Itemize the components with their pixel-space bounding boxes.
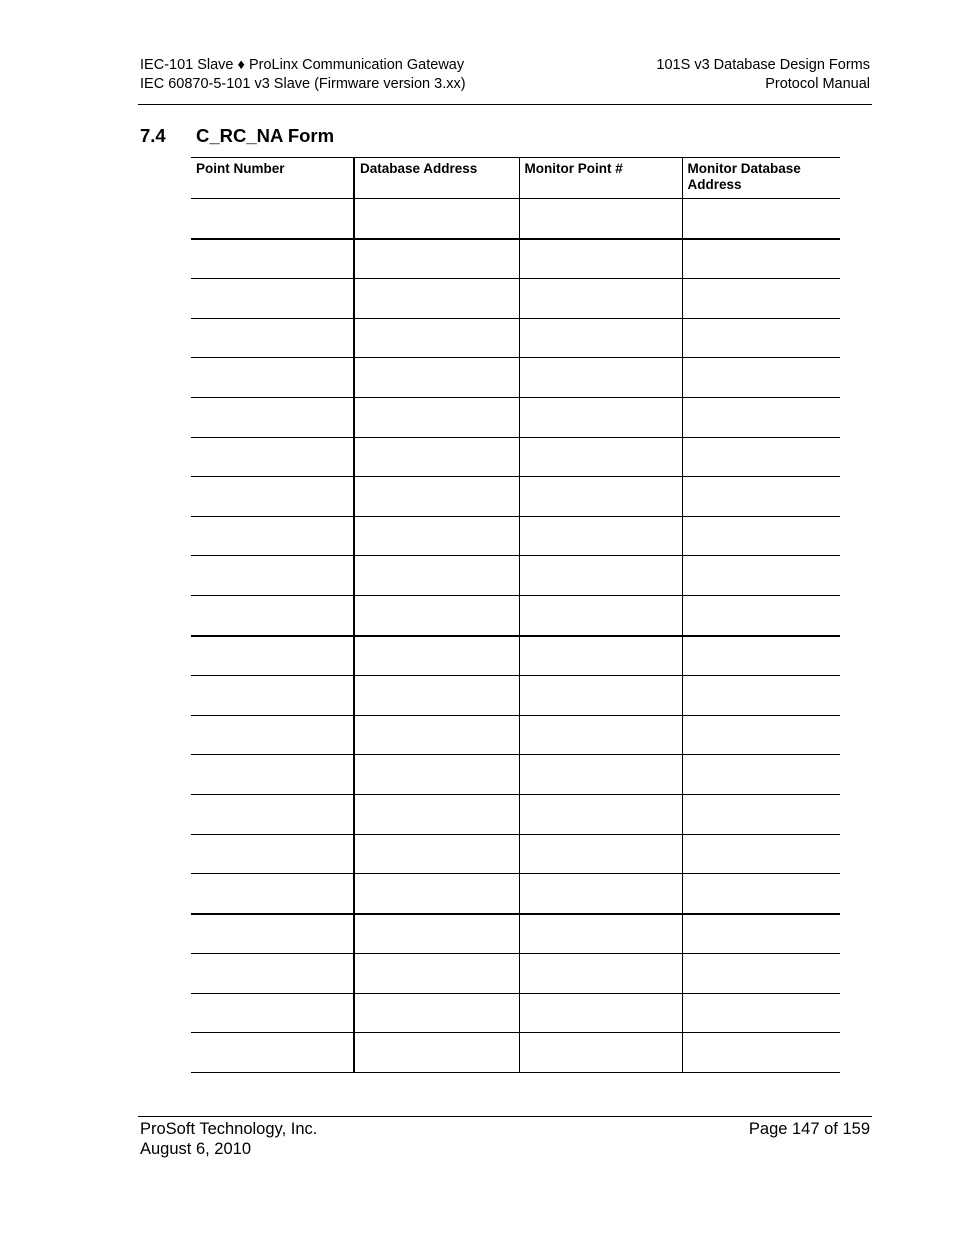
monitor-point-cell <box>519 397 682 437</box>
monitor-database-address-cell <box>682 318 840 358</box>
database-address-cell <box>354 199 519 239</box>
monitor-database-address-cell <box>682 477 840 517</box>
monitor-database-address-cell <box>682 794 840 834</box>
monitor-database-address-cell <box>682 595 840 635</box>
table-row <box>191 993 840 1033</box>
footer-company: ProSoft Technology, Inc. <box>140 1120 318 1138</box>
column-header-database-address: Database Address <box>354 158 519 199</box>
table-row <box>191 954 840 994</box>
point-number-cell <box>191 1033 354 1073</box>
point-number-cell <box>191 556 354 596</box>
monitor-point-cell <box>519 834 682 874</box>
monitor-database-address-cell <box>682 914 840 954</box>
point-number-cell <box>191 834 354 874</box>
monitor-database-address-cell <box>682 834 840 874</box>
table-row <box>191 715 840 755</box>
database-address-cell <box>354 874 519 914</box>
database-address-cell <box>354 676 519 716</box>
monitor-database-address-cell <box>682 715 840 755</box>
monitor-database-address-cell <box>682 239 840 279</box>
point-number-cell <box>191 954 354 994</box>
point-number-cell <box>191 636 354 676</box>
monitor-point-cell <box>519 794 682 834</box>
monitor-point-cell <box>519 676 682 716</box>
point-number-cell <box>191 874 354 914</box>
monitor-point-cell <box>519 516 682 556</box>
table-row <box>191 834 840 874</box>
database-address-cell <box>354 595 519 635</box>
monitor-database-address-cell <box>682 1033 840 1073</box>
page-header-right <box>656 56 870 94</box>
point-number-cell <box>191 199 354 239</box>
monitor-database-address-cell <box>682 993 840 1033</box>
column-header-monitor-point: Monitor Point # <box>519 158 682 199</box>
monitor-database-address-cell <box>682 516 840 556</box>
monitor-point-cell <box>519 477 682 517</box>
database-address-cell <box>354 318 519 358</box>
monitor-point-cell <box>519 755 682 795</box>
database-address-cell <box>354 794 519 834</box>
database-address-cell <box>354 556 519 596</box>
section-heading <box>140 125 334 147</box>
monitor-point-cell <box>519 556 682 596</box>
point-number-cell <box>191 437 354 477</box>
page-footer-right <box>749 1119 870 1139</box>
monitor-point-cell <box>519 993 682 1033</box>
monitor-database-address-cell <box>682 755 840 795</box>
point-number-cell <box>191 794 354 834</box>
table-row <box>191 318 840 358</box>
point-number-cell <box>191 397 354 437</box>
monitor-database-address-cell <box>682 676 840 716</box>
monitor-database-address-cell <box>682 954 840 994</box>
footer-divider <box>138 1116 872 1117</box>
footer-date: August 6, 2010 <box>140 1140 252 1158</box>
database-address-cell <box>354 914 519 954</box>
monitor-point-cell <box>519 595 682 635</box>
table-row <box>191 676 840 716</box>
footer-page-number: Page 147 of 159 <box>748 1120 870 1138</box>
monitor-database-address-cell <box>682 636 840 676</box>
database-address-cell <box>354 715 519 755</box>
form-table-body <box>191 199 840 1073</box>
table-row <box>191 636 840 676</box>
database-address-cell <box>354 993 519 1033</box>
database-address-cell <box>354 477 519 517</box>
database-address-cell <box>354 279 519 319</box>
database-address-cell <box>354 516 519 556</box>
monitor-point-cell <box>519 636 682 676</box>
point-number-cell <box>191 914 354 954</box>
column-header-monitor-database-address: Monitor Database Address <box>682 158 840 199</box>
section-number: 7.4 <box>140 125 166 146</box>
table-header-row <box>191 158 840 199</box>
database-address-cell <box>354 239 519 279</box>
database-address-cell <box>354 397 519 437</box>
point-number-cell <box>191 516 354 556</box>
monitor-point-cell <box>519 874 682 914</box>
monitor-point-cell <box>519 437 682 477</box>
monitor-point-cell <box>519 914 682 954</box>
point-number-cell <box>191 676 354 716</box>
point-number-cell <box>191 595 354 635</box>
database-address-cell <box>354 954 519 994</box>
monitor-point-cell <box>519 358 682 398</box>
point-number-cell <box>191 993 354 1033</box>
table-row <box>191 437 840 477</box>
monitor-database-address-cell <box>682 397 840 437</box>
monitor-database-address-cell <box>682 358 840 398</box>
table-row <box>191 239 840 279</box>
table-row <box>191 914 840 954</box>
point-number-cell <box>191 279 354 319</box>
point-number-cell <box>191 239 354 279</box>
table-row <box>191 199 840 239</box>
database-address-cell <box>354 358 519 398</box>
point-number-cell <box>191 477 354 517</box>
database-address-cell <box>354 1033 519 1073</box>
point-number-cell <box>191 715 354 755</box>
monitor-point-cell <box>519 239 682 279</box>
monitor-database-address-cell <box>682 199 840 239</box>
point-number-cell <box>191 755 354 795</box>
table-row <box>191 397 840 437</box>
point-number-cell <box>191 358 354 398</box>
section-title: C_RC_NA Form <box>196 125 335 146</box>
column-header-point-number: Point Number <box>191 158 354 199</box>
table-row <box>191 595 840 635</box>
table-row <box>191 477 840 517</box>
database-address-cell <box>354 437 519 477</box>
monitor-database-address-cell <box>682 556 840 596</box>
table-row <box>191 755 840 795</box>
header-product-line: IEC-101 Slave ♦ ProLinx Communication Gateway <box>140 57 465 73</box>
database-address-cell <box>354 755 519 795</box>
header-manual-type: Protocol Manual <box>765 76 870 92</box>
page-footer-left <box>140 1119 317 1159</box>
page-header-left <box>140 56 466 94</box>
monitor-point-cell <box>519 715 682 755</box>
database-address-cell <box>354 834 519 874</box>
header-divider <box>138 104 872 105</box>
monitor-database-address-cell <box>682 437 840 477</box>
monitor-database-address-cell <box>682 874 840 914</box>
table-row <box>191 279 840 319</box>
table-row <box>191 794 840 834</box>
table-row <box>191 1033 840 1073</box>
monitor-point-cell <box>519 199 682 239</box>
point-number-cell <box>191 318 354 358</box>
monitor-point-cell <box>519 1033 682 1073</box>
table-row <box>191 516 840 556</box>
c-rc-na-form-table <box>191 157 840 1073</box>
header-chapter-title: 101S v3 Database Design Forms <box>656 57 870 73</box>
header-firmware-line: IEC 60870-5-101 v3 Slave (Firmware version 3.xx) <box>140 76 466 92</box>
monitor-point-cell <box>519 279 682 319</box>
monitor-point-cell <box>519 954 682 994</box>
monitor-database-address-cell <box>682 279 840 319</box>
monitor-point-cell <box>519 318 682 358</box>
table-row <box>191 874 840 914</box>
database-address-cell <box>354 636 519 676</box>
table-row <box>191 358 840 398</box>
table-row <box>191 556 840 596</box>
